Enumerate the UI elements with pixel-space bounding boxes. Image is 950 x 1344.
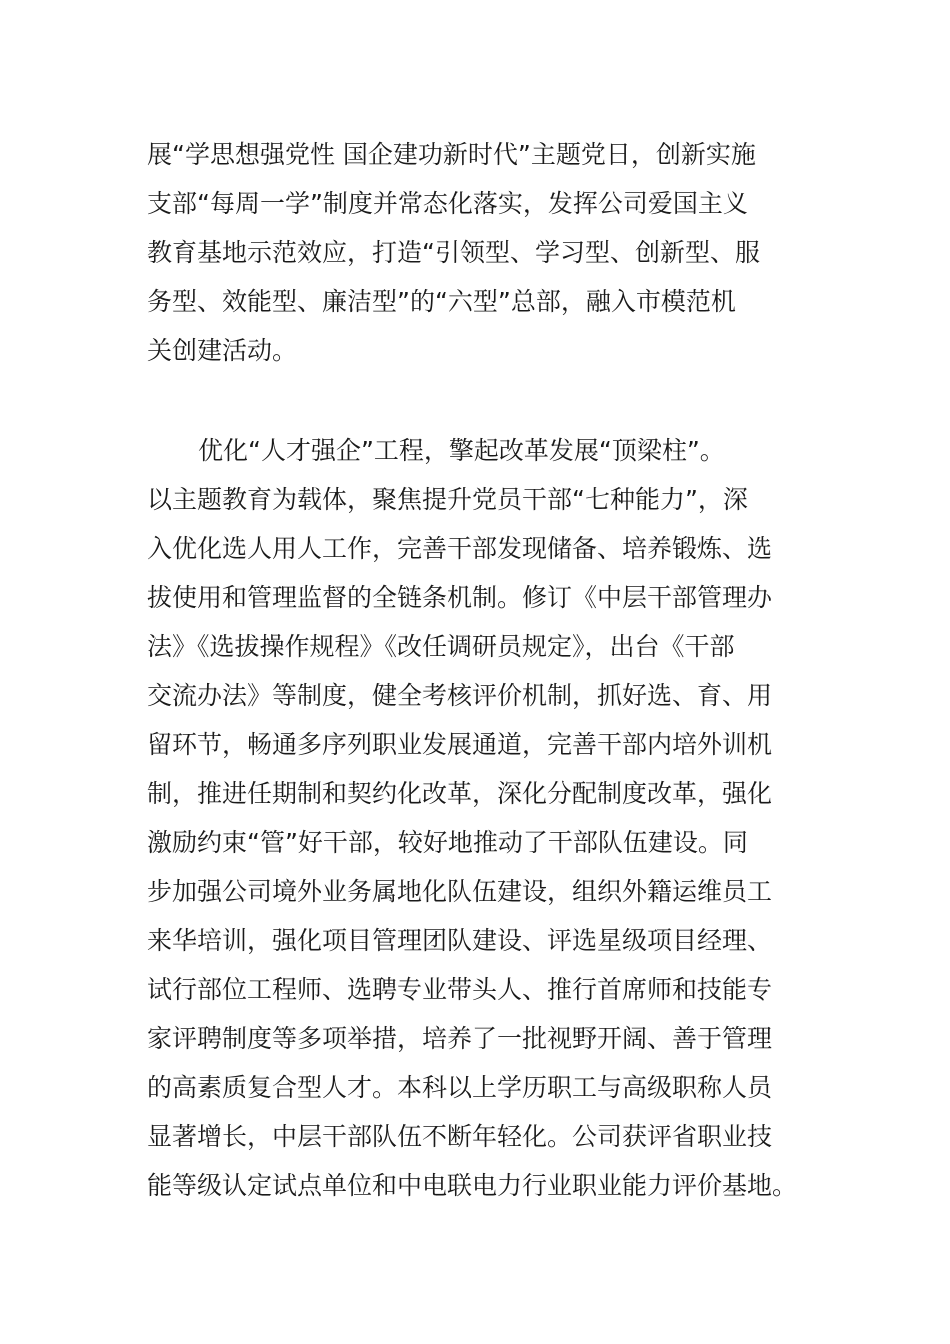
paragraph-1-line-2: 支部“每周一学”制度并常态化落实，发挥公司爱国主义	[147, 189, 748, 218]
paragraph-2-line-7: 留环节，畅通多序列职业发展通道，完善干部内培外训机	[147, 730, 773, 759]
paragraph-2-line-16: 能等级认定试点单位和中电联电力行业职业能力评价基地。	[147, 1171, 798, 1200]
paragraph-2-line-2: 以主题教育为载体，聚焦提升党员干部“七种能力”，深	[147, 485, 748, 514]
paragraph-2-line-8: 制，推进任期制和契约化改革，深化分配制度改革，强化	[147, 779, 773, 808]
paragraph-2-line-9: 激励约束“管”好干部，较好地推动了干部队伍建设。同	[147, 828, 748, 857]
paragraph-1-line-4: 务型、效能型、廉洁型”的“六型”总部，融入市模范机	[147, 287, 736, 316]
paragraph-1-line-5: 关创建活动。	[147, 336, 298, 365]
paragraph-1-line-1: 展“学思想强党性 国企建功新时代”主题党日，创新实施	[147, 140, 756, 169]
paragraph-2-line-1: 优化“人才强企”工程，擎起改革发展“顶梁柱”。	[198, 436, 725, 465]
paragraph-2-line-12: 试行部位工程师、选聘专业带头人、推行首席师和技能专	[147, 975, 773, 1004]
paragraph-2-line-6: 交流办法》等制度，健全考核评价机制，抓好选、育、用	[147, 681, 773, 710]
paragraph-2-line-3: 入优化选人用人工作，完善干部发现储备、培养锻炼、选	[147, 534, 773, 563]
paragraph-2-line-13: 家评聘制度等多项举措，培养了一批视野开阔、善于管理	[147, 1024, 773, 1053]
paragraph-2-line-10: 步加强公司境外业务属地化队伍建设，组织外籍运维员工	[147, 877, 773, 906]
paragraph-2-line-15: 显著增长，中层干部队伍不断年轻化。公司获评省职业技	[147, 1122, 773, 1151]
paragraph-2-line-4: 拔使用和管理监督的全链条机制。修订《中层干部管理办	[147, 583, 773, 612]
paragraph-1-line-3: 教育基地示范效应，打造“引领型、学习型、创新型、服	[147, 238, 760, 267]
paragraph-2-line-14: 的高素质复合型人才。本科以上学历职工与高级职称人员	[147, 1073, 773, 1102]
paragraph-2-line-5: 法》《选拔操作规程》《改任调研员规定》，出台《干部	[147, 632, 735, 661]
paragraph-2-line-11: 来华培训，强化项目管理团队建设、评选星级项目经理、	[147, 926, 773, 955]
